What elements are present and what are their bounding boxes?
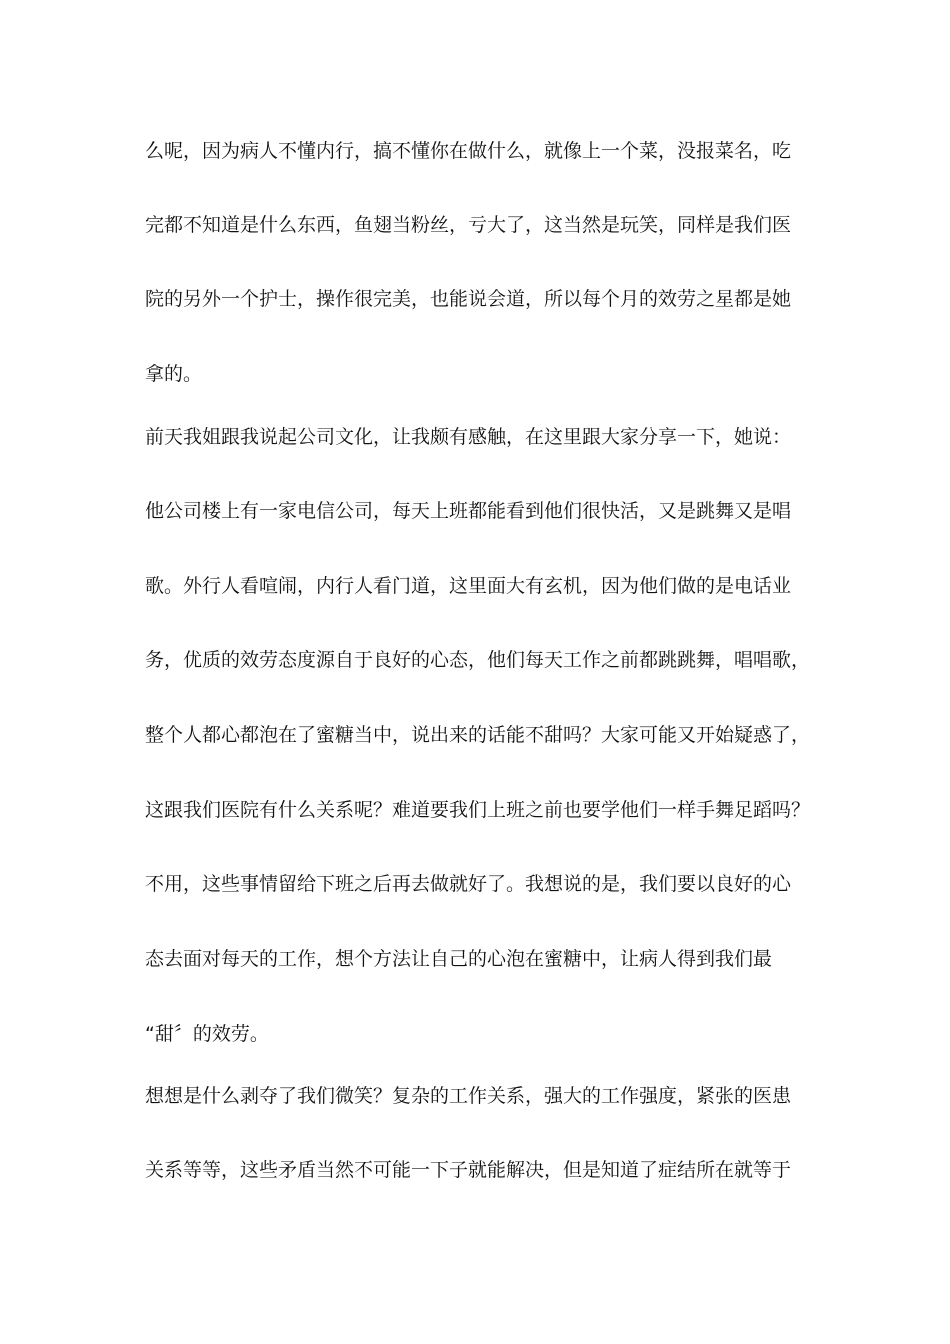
text-line: 关系等等，这些矛盾当然不可能一下子就能解决，但是知道了症结所在就等于 (145, 1159, 792, 1181)
text-line: 他公司楼上有一家电信公司，每天上班都能看到他们很快活，又是跳舞又是唱 (145, 500, 792, 522)
text-line: 么呢，因为病人不懂内行，搞不懂你在做什么，就像上一个菜，没报菜名，吃 (145, 140, 792, 162)
text-line: 整个人都心都泡在了蜜糖当中，说出来的话能不甜吗？大家可能又开始疑惑了， (145, 724, 811, 746)
text-line: 拿的。 (145, 363, 203, 385)
text-line: 歌。外行人看喧闹，内行人看门道，这里面大有玄机，因为他们做的是电话业 (145, 575, 792, 597)
text-line: “甜〞的效劳。 (145, 1023, 269, 1045)
text-line: 完都不知道是什么东西，鱼翅当粉丝，亏大了，这当然是玩笑，同样是我们医 (145, 214, 792, 236)
text-line: 院的另外一个护士，操作很完美，也能说会道，所以每个月的效劳之星都是她 (145, 288, 792, 310)
text-line: 不用，这些事情留给下班之后再去做就好了。我想说的是，我们要以良好的心 (145, 873, 792, 895)
text-line: 态去面对每天的工作，想个方法让自己的心泡在蜜糖中，让病人得到我们最 (145, 948, 773, 970)
text-line: 务，优质的效劳态度源自于良好的心态，他们每天工作之前都跳跳舞，唱唱歌， (145, 649, 811, 671)
text-line: 想想是什么剥夺了我们微笑？复杂的工作关系，强大的工作强度，紧张的医患 (145, 1085, 792, 1107)
text-line: 前天我姐跟我说起公司文化，让我颇有感触，在这里跟大家分享一下，她说： (145, 426, 792, 448)
text-line: 这跟我们医院有什么关系呢？难道要我们上班之前也要学他们一样手舞足蹈吗？ (145, 799, 811, 821)
